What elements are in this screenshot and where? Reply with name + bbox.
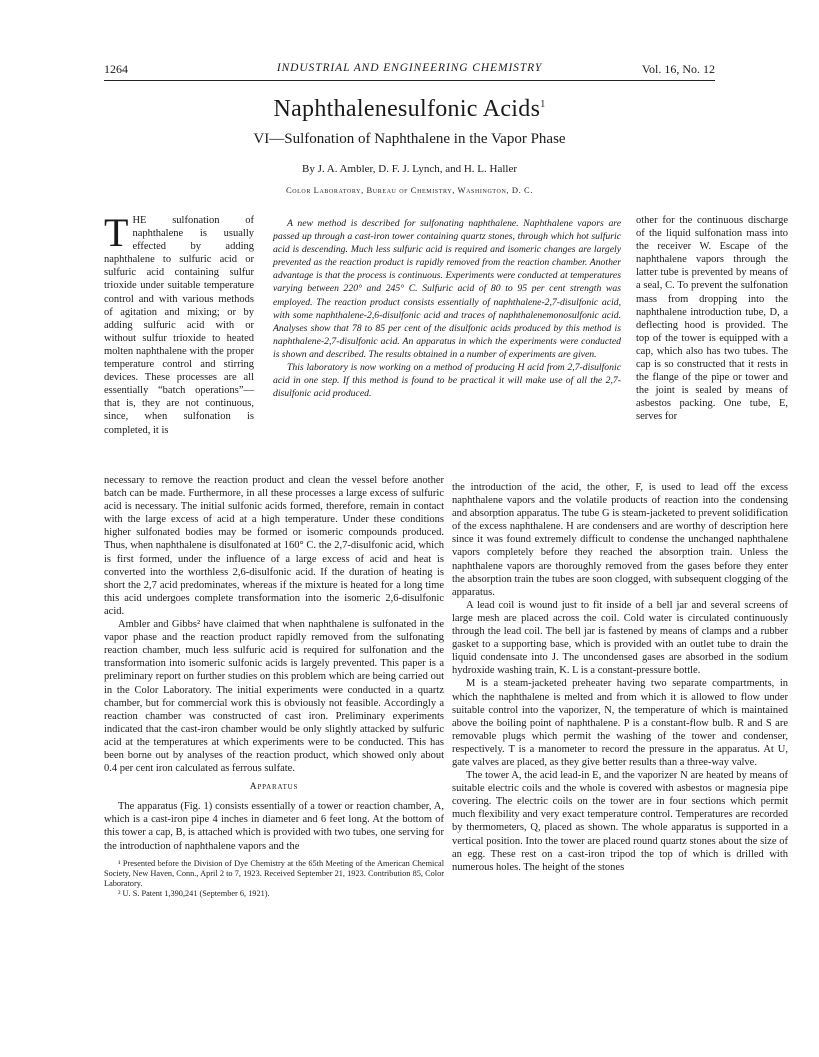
body-paragraph: The tower A, the acid lead-in E, and the vaporizer N are heated by means of suitable electric coils and the whole is covered with asbestos or magnesia pipe covering. The electric coils on the tower are in four sections which permit much flexibility and very exact temperature control. Temperatures are recorded by thermometers, Q, placed as shown. The whole apparatus is supported in a vertical position. Into the tower are placed round quartz stones about the size of an egg. These rest on a cast-iron tripod the top of which is drilled with numerous holes. The height of the stones [452,770,788,873]
section-heading-apparatus: Apparatus [249,782,299,793]
volume-issue: Vol. 16, No. 12 [641,62,715,76]
journal-title: INDUSTRIAL AND ENGINEERING CHEMISTRY [276,62,543,74]
abstract-paragraph: A new method is described for sulfonating naphthalene. Naphthalene vapors are passed up through a cast-iron tower containing quartz stones, through which hot sulfuric acid is descending. Much less sulfuric acid is required and isomeric changes are largely prevented as the reaction product is rapidly removed from the reaction chamber. Another advantage is that the process is continuous. Experiments were conducted at temperatures varying between 220° and 245° C. Sulfuric acid of 80 to 95 per cent strength was employed. The reaction product consists essentially of naphthalene-2,7-disulfonic acid, with some naphthalene-2,6-disulfonic acid and traces of naphthalenemonosulfonic acid. Analyses show that 78 to 85 per cent of the disulfonic acids produced by this method is naphthalene-2,7-disulfonic acid. An apparatus in which the experiments were conducted is shown and described. The results obtained in a number of experiments are given. [273,218,621,360]
left-column [104,474,444,899]
body-paragraph: M is a steam-jacketed preheater having two separate compartments, in which the naphthalene is melted and from which it is allowed to flow under suitable control into the vaporizer, N, the temperature of which is maintained above the boiling point of naphthalene. P is a constant-flow bulb. R and S are removable plugs which permit the washing of the tower and condenser, respectively. T is a manometer to record the pressure in the apparatus. At U, gate valves are placed, as they give better results than a three-way valve. [452,678,788,768]
page-number: 1264 [104,62,128,76]
running-header [104,62,715,81]
intro-column [104,210,254,437]
body-paragraph: the introduction of the acid, the other, F, is used to lead off the excess naphthalene vapors and the volatile products of reaction into the condensing and absorption apparatus. The tube G is steam-jacketed to prevent solidification of the excess naphthalene. H are condensers and are worthy of description here since it was found extremely difficult to condense the unchanged naphthalene vapors completely before they reached the absorption train. Unless the naphthalene vapors are thoroughly removed from the gases before they enter the absorption train the tubes are soon clogged, with subsequent clogging of the apparatus. [452,482,788,598]
author-line: By J. A. Ambler, D. F. J. Lynch, and H. L. Haller [302,163,517,175]
footnote: ² U. S. Patent 1,390,241 (September 6, 1921). [118,888,270,898]
right-column-top [636,214,788,424]
article-title: Naphthalenesulfonic Acids$^1$ [273,96,546,122]
body-paragraph: A lead coil is wound just to fit inside of a bell jar and several screens of large mesh are placed across the coil. Cold water is circulated continuously through the lead coil. The bell jar is fastened by means of clamps and a rubber gasket to a supporting base, which is provided with an outlet tube to drain the liquid condensate into J. The uncondensed gases are absorbed in the sodium hydroxide washing train, K. L is a constant-pressure bottle. [452,599,788,677]
title-footnote-mark: 1 [540,99,546,110]
abstract [273,217,621,400]
right-column [452,481,788,874]
right-top-text: other for the continuous discharge of the liquid sulfonation mass into the receiver W. Escape of the naphthalene vapors through the latter tube is prevented by means of a seal, C. To prevent the sulfonation mass from dropping into the naphthalene introduction tube, D, a deflecting hood is provided. The top of the tower is equipped with a cap, which also has two tubes. The cap is so constructed that it rests in the flange of the pipe or tower and the joint is sealed by means of asbestos packing. One tube, E, serves for [636,215,788,423]
footnote: ¹ Presented before the Division of Dye Chemistry at the 65th Meeting of the American Chemical Society, New Haven, Conn., April 2 to 7, 1923. Received September 21, 1923. Contribution 85, Color Laboratory. [104,858,444,888]
affiliation: Color Laboratory, Bureau of Chemistry, Washington, D. C. [285,185,534,195]
article-subtitle: VI—Sulfonation of Naphthalene in the Vapor Phase [253,131,566,147]
abstract-paragraph: This laboratory is now working on a method of producing H acid from 2,7-disulfonic acid in one step. If this method is found to be practical it will make use of all the 2,7-disulfonic acid produced. [273,362,621,400]
body-paragraph: The apparatus (Fig. 1) consists essentially of a tower or reaction chamber, A, which is a cast-iron pipe 4 inches in diameter and 6 feet long. At the bottom of this tower a cap, B, is attached which is provided with two tubes, one serving for the introduction of naphthalene vapors and the [104,801,444,852]
body-paragraph: Ambler and Gibbs² have claimed that when naphthalene is sulfonated in the vapor phase and the reaction product rapidly removed from the sulfonating reaction chamber, much less sulfuric acid is required for sulfonation and the transformation into isomeric sulfonic acids is largely prevented. This paper is a preliminary report on further studies on this problem which are being carried out in the Color Laboratory. The initial experiments were conducted in a quartz chamber, but for commercial work this is obviously not feasible. Accordingly a reaction chamber was constructed of cast iron. Preliminary experiments indicated that the cast-iron chamber would be only slightly attacked by sulfuric acid at the temperatures at which experiments were to be conducted. This has been borne out by analyses of the reaction product, which showed only about 0.4 per cent iron calculated as ferrous sulfate. [104,619,444,775]
intro-text: HE sulfonation of naphthalene is usually effected by adding naphthalene to sulfuric acid or sulfuric acid containing sulfur trioxide under suitable temperature control and with various methods of agitation and mixing; or by adding sulfuric acid with or without sulfur trioxide to heated molten naphthalene with the proper temperature control and stirring devices. These processes are all essentially “batch operations”—that is, they are not continuous, since, when sulfonation is completed, it is [104,215,254,436]
footnotes [104,859,444,899]
drop-cap: T [104,210,129,255]
body-paragraph: necessary to remove the reaction product and clean the vessel before another batch can be made. Furthermore, in all these processes a large excess of sulfuric acid is necessary. The initial sulfonic acids formed, therefore, remain in contact with the large excess of acid at a high temperature. Under these conditions higher sulfonated bodies may be formed or isomeric compounds produced. Thus, when naphthalene is disulfonated at 160° C. the 2,7-disulfonic acid, which is first formed, under the influence of a large excess of acid and heat is converted into the worthless 2,6-disulfonic acid. If the duration of heating is short the 2,7 acid predominates, whereas if the mixture is heated for a long time this acid undergoes complete transformation into the isomeric 2,6-disulfonic acid. [104,475,444,617]
